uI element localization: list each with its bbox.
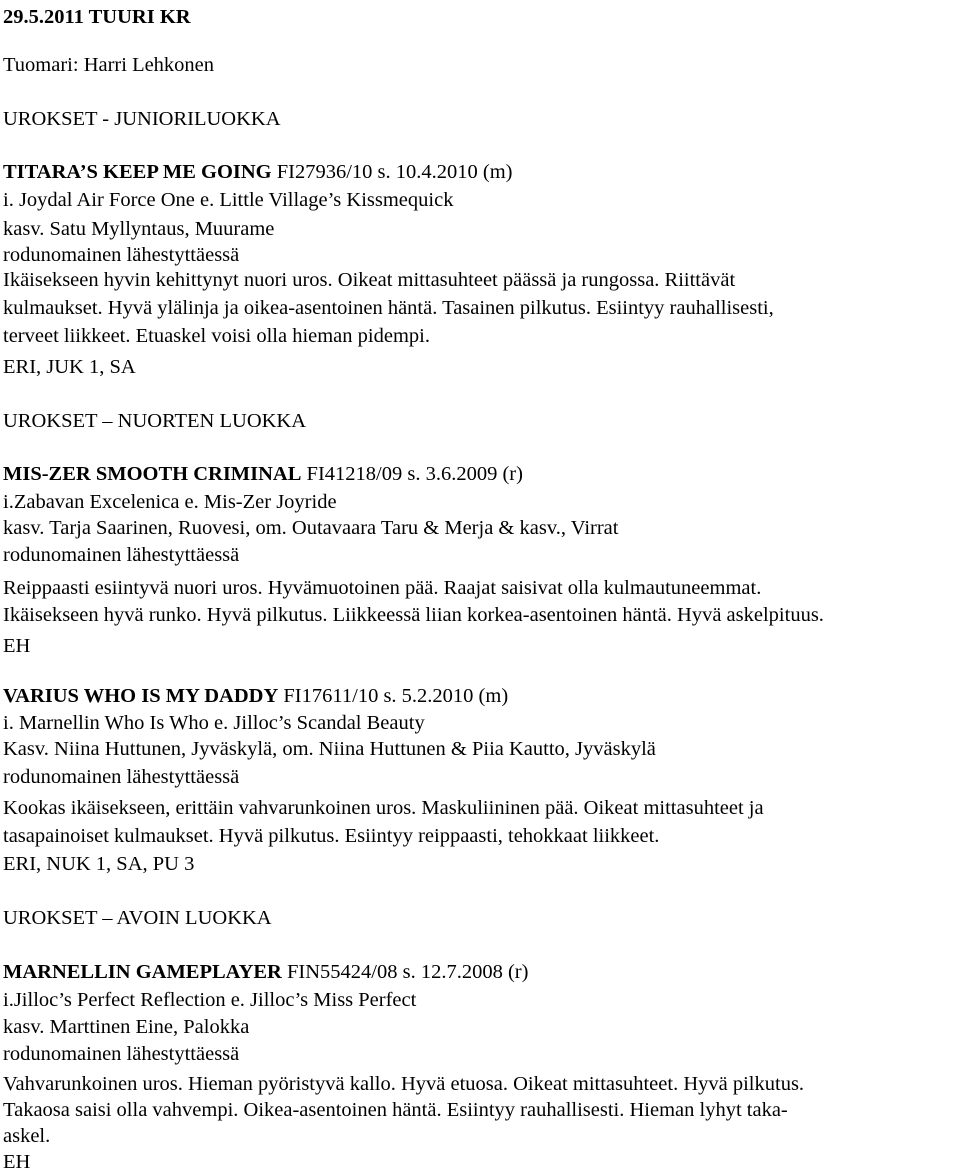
dog-name: TITARA’S KEEP ME GOING bbox=[3, 161, 272, 183]
breeder-line: kasv. Marttinen Eine, Palokka bbox=[3, 1016, 250, 1038]
dog-name: MIS-ZER SMOOTH CRIMINAL bbox=[3, 463, 302, 485]
breed-note-line: rodunomainen lähestyttäessä bbox=[3, 1043, 240, 1065]
parents-line: i.Jilloc’s Perfect Reflection e. Jilloc’s Miss Perfect bbox=[3, 989, 417, 1011]
breeder-line: Kasv. Niina Huttunen, Jyväskylä, om. Niina Huttunen & Piia Kautto, Jyväskylä bbox=[3, 738, 656, 760]
critique-line: Kookas ikäisekseen, erittäin vahvarunkoinen uros. Maskuliininen pää. Oikeat mittasuhteet ja bbox=[3, 797, 764, 819]
entry-title-line bbox=[3, 684, 508, 708]
critique-line: askel. bbox=[3, 1125, 51, 1147]
section-title: UROKSET – NUORTEN LUOKKA bbox=[3, 410, 307, 432]
dog-name: MARNELLIN GAMEPLAYER bbox=[3, 961, 282, 983]
result-line: ERI, JUK 1, SA bbox=[3, 356, 136, 378]
critique-line: terveet liikkeet. Etuaskel voisi olla hieman pidempi. bbox=[3, 325, 430, 347]
critique-line: Takaosa saisi olla vahvempi. Oikea-asentoinen häntä. Esiintyy rauhallisesti. Hieman lyhyt taka- bbox=[3, 1099, 788, 1121]
entry-title-line bbox=[3, 960, 528, 984]
critique-line: Ikäisekseen hyvin kehittynyt nuori uros. Oikeat mittasuhteet päässä ja rungossa. Riittävät bbox=[3, 269, 736, 291]
breed-note-line: rodunomainen lähestyttäessä bbox=[3, 244, 240, 266]
registration-info: FIN55424/08 s. 12.7.2008 (r) bbox=[281, 961, 529, 983]
result-line: EH bbox=[3, 1151, 31, 1173]
parents-line: i. Marnellin Who Is Who e. Jilloc’s Scandal Beauty bbox=[3, 712, 425, 734]
critique-line: Ikäisekseen hyvä runko. Hyvä pilkutus. Liikkeessä liian korkea-asentoinen häntä. Hyvä askelpituus. bbox=[3, 604, 824, 626]
entry-title-line bbox=[3, 462, 523, 486]
critique-line: kulmaukset. Hyvä ylälinja ja oikea-asentoinen häntä. Tasainen pilkutus. Esiintyy rauhallisesti, bbox=[3, 297, 774, 319]
result-line: EH bbox=[3, 635, 31, 657]
parents-line: i.Zabavan Excelenica e. Mis-Zer Joyride bbox=[3, 491, 337, 513]
registration-info: FI41218/09 s. 3.6.2009 (r) bbox=[301, 463, 523, 485]
entry-title-line bbox=[3, 160, 513, 184]
dog-name: VARIUS WHO IS MY DADDY bbox=[3, 685, 279, 707]
parents-line: i. Joydal Air Force One e. Little Village’s Kissmequick bbox=[3, 189, 454, 211]
registration-info: FI17611/10 s. 5.2.2010 (m) bbox=[278, 685, 509, 707]
result-line: ERI, NUK 1, SA, PU 3 bbox=[3, 853, 195, 875]
judge-line: Tuomari: Harri Lehkonen bbox=[3, 54, 215, 76]
breed-note-line: rodunomainen lähestyttäessä bbox=[3, 544, 240, 566]
registration-info: FI27936/10 s. 10.4.2010 (m) bbox=[271, 161, 513, 183]
section-title: UROKSET – AVOIN LUOKKA bbox=[3, 907, 272, 929]
section-title: UROKSET - JUNIORILUOKKA bbox=[3, 108, 281, 130]
critique-line: Vahvarunkoinen uros. Hieman pyöristyvä kallo. Hyvä etuosa. Oikeat mittasuhteet. Hyvä pilkutus. bbox=[3, 1073, 805, 1095]
critique-line: tasapainoiset kulmaukset. Hyvä pilkutus. Esiintyy reippaasti, tehokkaat liikkeet. bbox=[3, 825, 660, 847]
breeder-line: kasv. Satu Myllyntaus, Muurame bbox=[3, 218, 275, 240]
breed-note-line: rodunomainen lähestyttäessä bbox=[3, 766, 240, 788]
critique-line: Reippaasti esiintyvä nuori uros. Hyvämuotoinen pää. Raajat saisivat olla kulmautuneemmat. bbox=[3, 577, 762, 599]
show-date-title: 29.5.2011 TUURI KR bbox=[3, 6, 191, 28]
breeder-line: kasv. Tarja Saarinen, Ruovesi, om. Outavaara Taru & Merja & kasv., Virrat bbox=[3, 517, 619, 539]
